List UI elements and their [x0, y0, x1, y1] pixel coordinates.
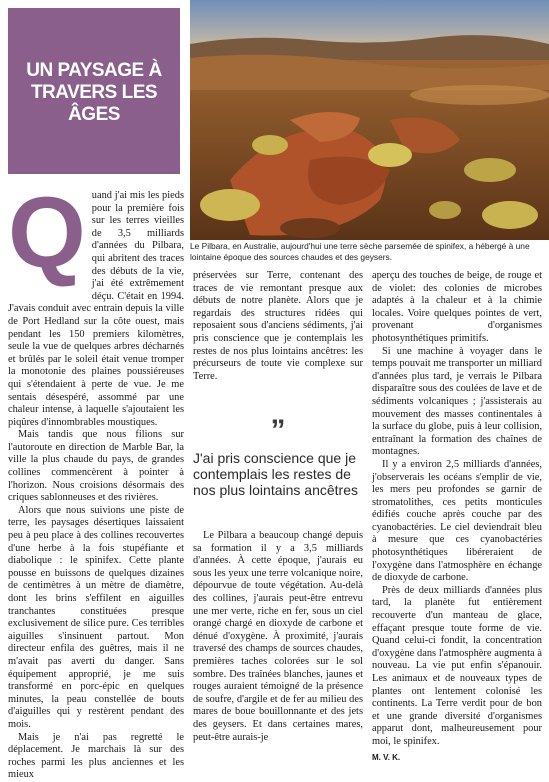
paragraph: Alors que nous suivions une piste de terre, les paysages désertiques laissaient peu à peu place à des collines recouvertes d'une herbe à la fois stupéfiante et diabolique : le spinifex. Cette plante pousse en buissons de quelques dizaines de centimètres à un mètre de diamètre, dont les brins s'effilent en aiguilles tranchantes constituées presque exclusivement de silice pure. Ces terribles aiguilles s'insinuent partout. Mon directeur enfila des guêtres, mais il ne m'avait pas averti du danger. Sans équipement approprié, je me suis transformé en porc-épic en quelques minutes, la peau constellée de bouts d'aiguilles qui y restèrent pendant des mois. — [8, 504, 184, 730]
paragraph: uand j'ai mis les pieds pour la première fois sur les terres vieilles de 3,5 milliards d'années du Pilbara, qui abritent des traces des débuts de la vie, j'ai été extrêmement déçu. C'était en 1994. J'avais conduit avec entrain depuis la ville de Port Hedland sur la côte ouest, mais pendant les 150 premiers kilomètres, seule la vue de quelques arbres décharnés et brûlés par le soleil était venue tromper la monotonie des plaines poussiéreuses qui s'étendaient à perte de vue. Je me sentais désespéré, assommé par une chaleur intense, à laquelle s'ajoutaient les piqûres d'innombrables moustiques. — [8, 190, 184, 428]
photo-caption: Le Pilbara, en Australie, aujourd'hui une terre sèche parsemée de spinifex, a hébergé à une lointaine époque des sources chaudes et des geysers. — [190, 241, 530, 262]
title-block — [8, 8, 180, 174]
column-1 — [8, 177, 184, 782]
paragraph: Près de deux milliards d'années plus tard, la planète fut entièrement recouverte d'un manteau de glace, effaçant presque toute forme de vie. Quand celui-ci fondit, la concentration d'oxygène dans l'atmosphère augmenta à nouveau. La vie put enfin s'épanouir. Les animaux et de nouveaux types de plantes ont lentement colonisé les continents. La Terre verdit pour de bon et une grande diversité d'organismes apparut dont, malheureusement pour moi, le spinifex. — [372, 584, 542, 747]
column-2 — [193, 270, 363, 383]
pull-quote-text: J'ai pris conscience que je contemplais les restes de nos plus lointains ancêtres — [193, 450, 358, 498]
paragraph: aperçu des touches de beige, de rouge et de violet: des colonies de microbes adaptés à la chaleur et à la chimie locales. Voire quelques pointes de vert, provenant d'organismes photosynthétiques primitifs. — [372, 270, 542, 344]
article-title: UN PAYSAGE À TRAVERS LES ÂGES — [26, 60, 162, 125]
paragraph: Le Pilbara a beaucoup changé depuis sa formation il y a 3,5 milliards d'années. À cette époque, j'aurais eu sous les yeux une terre volcanique noire, dépourvue de toute végétation. Au-delà des collines, j'aurais peut-être entrevu une mer verte, riche en fer, sous un ciel orangé chargé en dioxyde de carbone et dénué d'oxygène. À proximité, j'aurais traversé des champs de sources chaudes, premières taches colorées sur le sol sombre. Des traînées blanches, jaunes et rouges auraient témoigné de la présence de soufre, d'argile et de fer au milieu des mares de boue bouillonnante et des jets des geysers. Et dans certaines mares, peut-être aurais-je — [193, 530, 363, 743]
paragraph: Si une machine à voyager dans le temps pouvait me transporter un milliard d'années plus tard, je verrais le Pilbara disparaître sous des coulées de lave et de sédiments volcaniques ; j'assisterais au mouvement des masses continentales à la surface du globe, puis à leur collision, entraînant la formation des chaînes de montagnes. — [372, 345, 542, 458]
author-signature: M. V. K. — [372, 752, 401, 762]
landscape-photo — [190, 0, 549, 240]
column-3 — [372, 270, 542, 764]
quote-mark-icon: ” — [270, 414, 286, 447]
drop-cap: Q — [8, 177, 86, 289]
paragraph: Mais je n'ai pas regretté le déplacement. Je marchais là sur des roches parmi les plus anciennes et les mieux — [8, 731, 184, 781]
pull-quote — [193, 414, 363, 498]
paragraph: Mais tandis que nous filions sur l'autoroute en direction de Marble Bar, la ville la plus chaude du pays, de grandes collines commencèrent à pointer à l'horizon. Nous croisions désormais des criques sablonneuses et des rivières. — [8, 429, 184, 504]
column-2-continued — [193, 530, 363, 744]
paragraph: Il y a environ 2,5 milliards d'années, j'observerais les océans s'emplir de vie, les mers peu profondes se garnir de stromatolithes, ces petits monticules édifiés couche après couche par des cyanobactéries. Le ciel deviendrait bleu à mesure que ces cyanobactéries photosynthétiques libéreraient de l'oxygène dans l'atmosphère en échange de dioxyde de carbone. — [372, 458, 542, 584]
paragraph: préservées sur Terre, contenant des traces de vie remontant presque aux débuts de notre planète. Alors que je regardais des structures ridées qui reposaient sous d'anciens sédiments, j'ai pris conscience que je contemplais les restes de nos plus lointains ancêtres: les précurseurs de toute vie complexe sur Terre. — [193, 270, 363, 382]
